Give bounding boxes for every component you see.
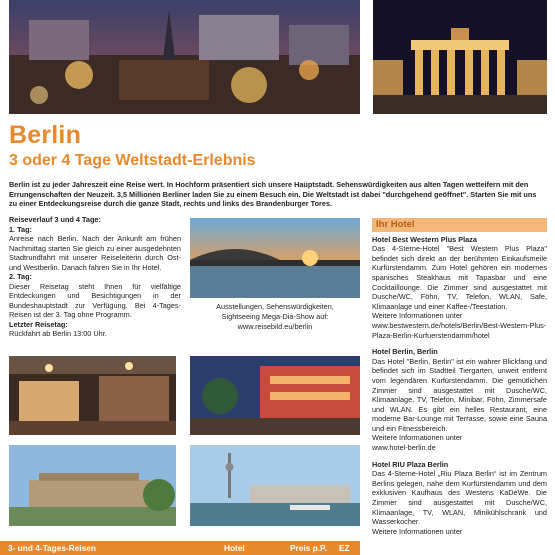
day1-text: Anreise nach Berlin. Nach der Ankunft am frühen Nachmittag starten Sie gleich zu einer ausgedehnten Stadtrundfahrt mit unserer Reiseleiterin durch Ost- und Westberlin. Danach fahren Sie in Ihr Hotel. [9,234,181,272]
brandenburg-gate-photo [373,0,547,114]
hotel-name: Hotel Berlin, Berlin [372,347,438,357]
hotel-entry [372,235,547,341]
hotel-url[interactable]: www.bestwestern.de/hotels/Berlin/Best-Western-Plus-Plaza-Berlin-Kurfuerstendamm/hotel [372,320,547,340]
hotel-facade-night-photo [190,356,360,435]
caption-link[interactable]: www.reisebild.eu/berlin [237,322,313,331]
last-day-label: Letzter Reisetag: [9,319,68,329]
price-table-header [0,541,360,555]
itinerary-heading: Reiseverlauf 3 und 4 Tage: [9,215,101,224]
page-subtitle: 3 oder 4 Tage Weltstadt-Erlebnis [9,152,256,169]
bridge-sunset-photo [190,218,360,298]
hotel-description: Das 4-Sterne-Hotel „Riu Plaza Berlin“ ist im Zentrum Berlins gelegen, nahe dem Kurfürstendamm und dem exklusiven Kaufhaus des Westens KaDeWe. Die Zimmer sind ausgestattet mit Dusche/WC, Klimaanlage, TV, WLAN, Minikühlschrank und Wasserkocher. [372,469,547,527]
hotel-lobby-photo [9,356,176,435]
page-title: Berlin [9,121,82,149]
caption-line-2: Sightseeing Mega-Dia-Show auf: [221,312,329,321]
day2-label: 2. Tag: [9,272,32,281]
caption-line-1: Ausstellungen, Sehenswürdigkeiten, [216,302,334,311]
price-table-col-single-room: EZ [339,543,350,553]
intro-paragraph: Berlin ist zu jeder Jahreszeit eine Reise wert. In Hochform präsentiert sich unsere Hauptstadt. Sehenswürdigkeiten aus alten Tagen wetteifern mit den Errungenschaften der Neuzeit. 3,5 Millionen Berliner laden Sie zu einem Besuch ein. Die Weltstadt ist dabei "durchgehend geöffnet". Starten Sie mit uns zu einer Entdeckungsreise durch die ganze Stadt, rechts und links des Brandenburger Tores. [9,180,537,209]
hotel-info-label: Weitere Informationen unter [372,311,463,321]
hotel-description: Das 4-Sterne-Hotel "Best Western Plus Plaza" befindet sich direkt an der berühmten Einkaufsmeile Kurfürstendamm. Zum Hotel gehören ein modernes spanisches Steakhaus mit Tapasbar und eine Cocktaillounge. Die Zimmer sind ausgestattet mit Dusche/WC, Föhn, TV, Telefon, WLAN, Safe, Klimaanlage und einer Kaffee-/Teestation. [372,244,547,311]
itinerary [9,215,181,339]
hotel-description: Das Hotel "Berlin, Berlin" ist ein wahrer Blickfang und befindet sich im Stadtteil Tiergarten, unweit entfernt vom legendären Kurfürstendamm. Die gemütlichen Zimmer sind ausgestattet mit Dusche/WC, Klimaanlage, TV, Telefon, Minibar, Föhn, Zimmersafe und WLAN. Es gibt ein helles Restaurant, eine moderne Bar-Lounge mit Terrasse, sowie eine Sauna und ein Fitnessbereich. [372,356,547,433]
hotel-name: Hotel Best Western Plus Plaza [372,234,477,244]
hotel-info-label: Weitere Informationen unter [372,526,463,536]
museum-island-photo [9,445,176,526]
price-table-col-hotel: Hotel [224,543,245,553]
price-table-col-trips: 3- und 4-Tages-Reisen [8,543,96,553]
hotel-name: Hotel RIU Plaza Berlin [372,459,449,469]
photo-caption [190,302,360,332]
tv-tower-river-photo [190,445,360,526]
day1-label: 1. Tag: [9,224,32,234]
hotel-info-label: Weitere Informationen unter [372,433,463,443]
last-day-text: Rückfahrt ab Berlin 13:00 Uhr. [9,329,107,338]
hotel-entry [372,347,547,453]
hotel-sidebar [372,218,547,544]
hotel-entry [372,460,547,537]
berlin-night-panorama-photo [9,0,360,114]
day2-text: Dieser Reisetag steht Ihnen für vielfältige Entdeckungen und Besichtigungen in der Bundeshauptstadt zur Verfügung. Bei 4-Tages-Reisen ist der 3. Tag ohne Programm. [9,281,181,319]
hotel-url[interactable]: www.hotel-berlin.de [372,443,436,453]
price-table-col-price: Preis p.P. [290,543,327,553]
sidebar-heading: Ihr Hotel [372,218,547,232]
